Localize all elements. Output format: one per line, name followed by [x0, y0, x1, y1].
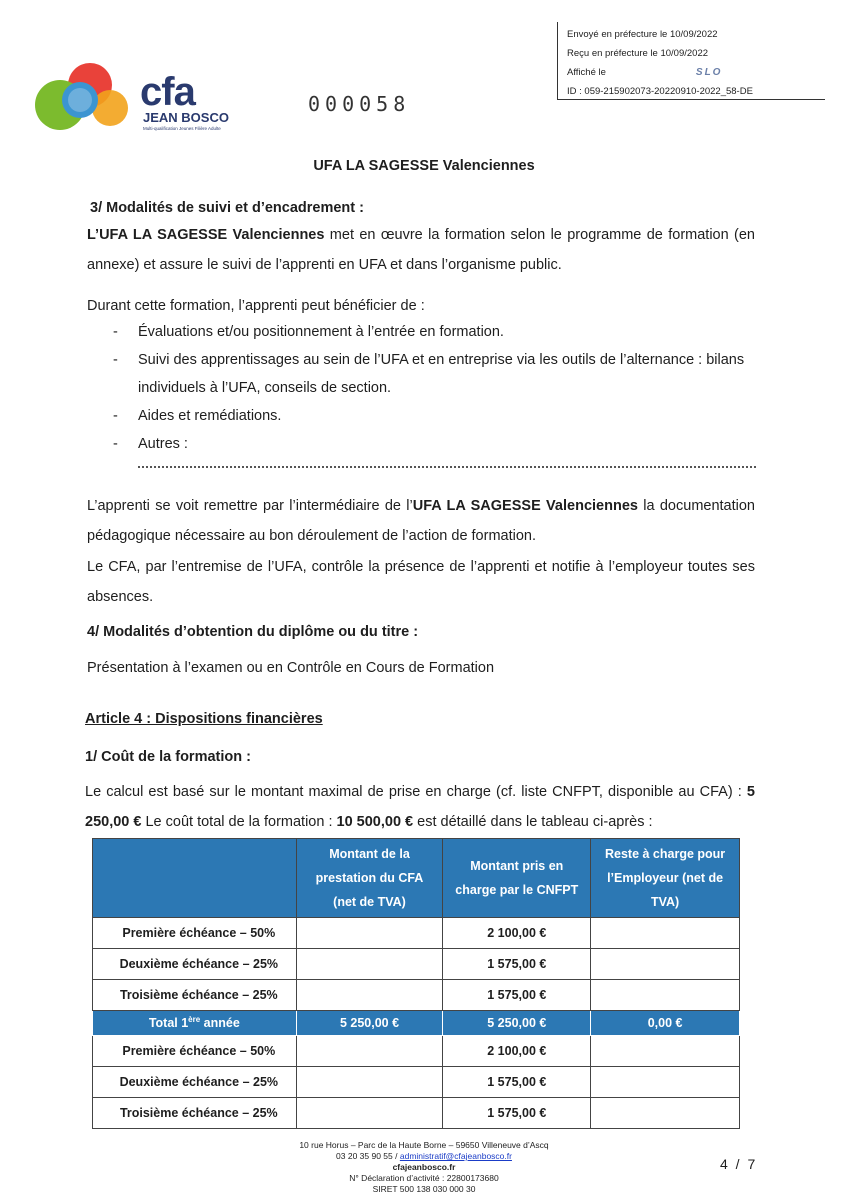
section3-paragraph3: Le CFA, par l’entremise de l’UFA, contrôle la présence de l’apprenti et notifie à l’employeur toutes ses absences. — [87, 559, 755, 605]
header-empty — [93, 839, 297, 918]
row-label: Deuxième échéance – 25% — [93, 949, 297, 980]
row-label: Première échéance – 50% — [93, 918, 297, 949]
cell-cnfpt: 1 575,00 € — [443, 1098, 591, 1129]
article4-paragraph: Le calcul est basé sur le montant maximal de prise en charge (cf. liste CNFPT, disponible au CFA) : 5 250,00 € Le coût total de la formation : 10 500,00 € est détaillé dans le tableau ci-après : — [85, 784, 755, 830]
cell-reste — [591, 980, 740, 1011]
section3-paragraph1: L’UFA LA SAGESSE Valenciennes met en œuvre la formation selon le programme de formation (en annexe) et assure le suivi de l’apprenti en UFA et dans l’organisme public. — [87, 227, 755, 273]
footer-email-link[interactable]: administratif@cfajeanbosco.fr — [399, 1151, 512, 1161]
financial-table — [92, 838, 740, 1129]
row-label: Première échéance – 50% — [93, 1036, 297, 1067]
table-row — [93, 949, 740, 980]
header-cnfpt: Montant pris en charge par le CNFPT — [443, 839, 591, 918]
amount-cfa: 5 250,00 € — [85, 784, 755, 830]
document-number: 000058 — [308, 92, 411, 116]
list-item: - Aides et remédiations. — [113, 402, 758, 430]
section4-heading: 4/ Modalités d’obtention du diplôme ou du titre : — [87, 624, 419, 640]
section3-intro: Durant cette formation, l’apprenti peut bénéficier de : — [87, 298, 425, 314]
cell-cnfpt: 1 575,00 € — [443, 949, 591, 980]
cell-cnfpt: 1 575,00 € — [443, 1067, 591, 1098]
total-row — [93, 1011, 740, 1036]
table-header-row — [93, 839, 740, 918]
cell-reste — [591, 1098, 740, 1129]
section4-text: Présentation à l’examen ou en Contrôle en Cours de Formation — [87, 660, 495, 676]
section3-paragraph2: L’apprenti se voit remettre par l’intermédiaire de l’UFA LA SAGESSE Valenciennes la documentation pédagogique nécessaire au bon déroulement de l’action de formation. — [87, 498, 755, 544]
logo-name: cfa — [140, 70, 195, 114]
cell-cfa — [296, 1067, 443, 1098]
stamp-sent: Envoyé en préfecture le 10/09/2022 — [567, 29, 718, 40]
cell-cfa — [296, 918, 443, 949]
table-row — [93, 1067, 740, 1098]
total-cnfpt: 5 250,00 € — [443, 1011, 591, 1036]
cell-reste — [591, 1036, 740, 1067]
table-row — [93, 1036, 740, 1067]
stamp-signature: SLO — [695, 67, 723, 78]
row-label: Troisième échéance – 25% — [93, 1098, 297, 1129]
list-item: - Évaluations et/ou positionnement à l’entrée en formation. — [113, 318, 758, 346]
list-item: - Autres : — [113, 430, 758, 458]
cell-cnfpt: 1 575,00 € — [443, 980, 591, 1011]
cell-cnfpt: 2 100,00 € — [443, 1036, 591, 1067]
header-employer: Reste à charge pour l’Employeur (net de TVA) — [591, 839, 740, 918]
amount-total: 10 500,00 € — [336, 814, 414, 830]
cell-reste — [591, 949, 740, 980]
cell-cfa — [296, 1098, 443, 1129]
footer-website: cfajeanbosco.fr — [392, 1162, 456, 1172]
bullet-list — [113, 318, 758, 458]
article4-heading: Article 4 : Dispositions financières — [85, 711, 323, 727]
total-label: Total 1ère année — [93, 1011, 297, 1036]
stamp-posted: Affiché le SLO — [567, 67, 723, 78]
row-label: Troisième échéance – 25% — [93, 980, 297, 1011]
list-item: - Suivi des apprentissages au sein de l’UFA et en entreprise via les outils de l’alternance : bilans individuels à l’UFA, conseils de section. — [113, 346, 758, 402]
cell-cfa — [296, 980, 443, 1011]
cell-cfa — [296, 1036, 443, 1067]
logo-tagline: Multi-qualification Jeunes Filière Adulte — [143, 126, 221, 131]
cfa-logo-icon — [30, 60, 140, 140]
cell-reste — [591, 1067, 740, 1098]
cell-cfa — [296, 949, 443, 980]
ufa-name: UFA LA SAGESSE Valenciennes — [412, 498, 638, 514]
footer-contact: 03 20 35 90 55 / administratif@cfajeanbosco.fr — [336, 1151, 512, 1161]
header-cfa: Montant de la prestation du CFA (net de TVA) — [296, 839, 443, 918]
footer-declaration: N° Déclaration d’activité : 22800173680 — [349, 1173, 499, 1183]
row-label: Deuxième échéance – 25% — [93, 1067, 297, 1098]
ufa-name: L’UFA LA SAGESSE Valenciennes — [87, 227, 325, 243]
prefecture-stamp — [557, 22, 825, 100]
total-reste: 0,00 € — [591, 1011, 740, 1036]
cell-cnfpt: 2 100,00 € — [443, 918, 591, 949]
logo-subtitle: JEAN BOSCO — [143, 110, 229, 125]
footer-siret: SIRET 500 138 030 000 30 — [372, 1184, 476, 1194]
dotted-line — [138, 456, 756, 468]
cell-reste — [591, 918, 740, 949]
page-title: UFA LA SAGESSE Valenciennes — [313, 158, 535, 174]
table-row — [93, 980, 740, 1011]
table-row — [93, 1098, 740, 1129]
article4-subheading: 1/ Coût de la formation : — [85, 749, 251, 765]
section3-heading: 3/ Modalités de suivi et d’encadrement : — [90, 200, 364, 216]
total-cfa: 5 250,00 € — [296, 1011, 443, 1036]
stamp-id: ID : 059-215902073-20220910-2022_58-DE — [567, 86, 753, 97]
stamp-received: Reçu en préfecture le 10/09/2022 — [567, 48, 709, 59]
table-row — [93, 918, 740, 949]
footer-address: 10 rue Horus – Parc de la Haute Borne – 59650 Villeneuve d’Ascq — [299, 1140, 549, 1150]
page-number: 4 / 7 — [720, 1156, 758, 1172]
